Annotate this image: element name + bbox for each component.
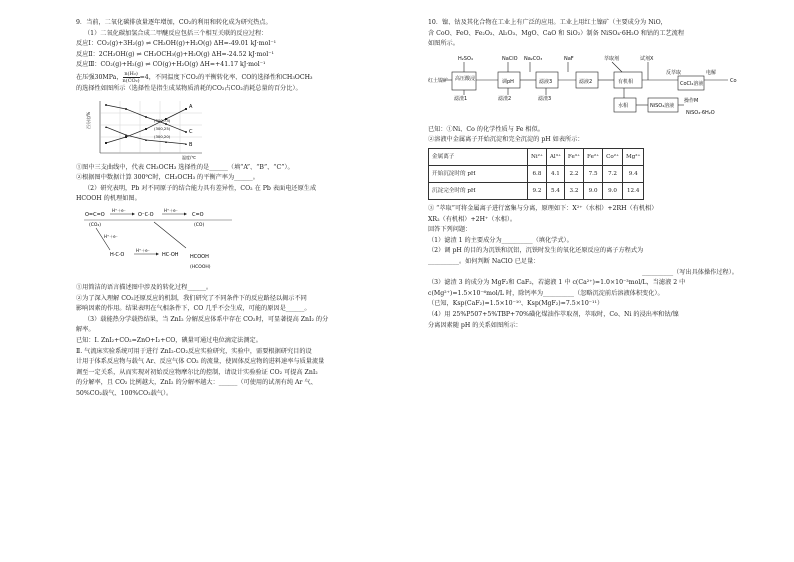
flow-filtrate-2: 滤液2 [579,78,593,85]
q9-ii-3: 调至一定关系，从而实现对初始反应物摩尔比的控制，请设计实验验证 CO₂ 可提高 ZnI₂ [76,368,318,376]
ratio-fraction [123,71,140,84]
q9-sub-a: ①图中三支曲线中，代表 CH₃OCH₃ 选择性的是______（填“A”、“B”、“C”）。 [76,163,294,171]
q10-heading-3: 如图所示。 [428,40,459,48]
flow-product: NiSO₄·6H₂O [686,109,715,116]
q10-sub-2c: __________（写出具体操作过程）。 [642,268,738,276]
mechanism-diagram [82,206,242,282]
flow-co: Co [730,77,737,84]
curve-label-a: A [189,103,193,110]
reaction-1: 反应Ⅰ：CO₂(g)+3H₂(g) ⇌ CH₃OH(g)+H₂O(g) ΔH=-49.01 kJ·mol⁻¹ [76,40,277,48]
table-cell: 7.2 [603,165,623,182]
product-hcooh-glyph: HCOOH [190,253,209,260]
arrow-branch-down [96,228,110,250]
table-cell: 开始沉淀时的 pH [429,165,528,182]
product-hcooh-label: (HCOOH) [190,264,211,270]
table-header-cell: Co²⁺ [603,148,623,165]
condition-pre: 在压强30MPa， [76,73,123,81]
step-label-4: H⁺＋e⁻ [136,247,150,253]
table-cell: 9.0 [603,182,623,199]
flow-residue-1: 滤渣1 [454,95,468,102]
flow-back-extract: 反萃取 [666,69,682,76]
q9-ii-5: 50%CO₂载气、100%CO₂载气）。 [76,389,173,397]
arrowhead-2 [184,212,187,215]
table-header-cell: Ni²⁺ [528,148,547,165]
flow-ore: 红土镍矿 [428,77,449,84]
condition-post: =4，不同温度下CO₂的平衡转化率、CO的选择性和CH₃OCH₃ [139,73,313,81]
q9-heading: 9．当前，二氧化碳排放量逐年增加，CO₂的利用和转化成为研究热点。 [76,19,272,26]
table-cell: 5.4 [546,182,564,199]
reaction-2: 反应Ⅱ：2CH₃OH(g) ⇌ CH₃OCH₃(g)+H₂O(g) ΔH=-24.52 kJ·mol⁻¹ [76,50,274,58]
table-header-cell: Mg²⁺ [622,148,644,165]
step-label-1: H⁺＋e⁻ [112,207,126,213]
flow-ph: 调pH [502,78,514,85]
table-header-cell: Fe²⁺ [584,148,603,165]
q10-sub-2b: __________。如何判断 NaClO 已足量： [428,257,540,265]
q10-sub-4b: 分离因素随 pH 的关系如图所示： [428,321,522,329]
table-cell: 沉淀完全时的 pH [429,182,528,199]
curve-label-b: B [189,141,193,148]
flow-residue-2: 滤渣2 [498,95,512,102]
flow-extractant: 萃取剂 [604,55,620,62]
intermediate-3: HC·OH [162,251,179,258]
arrowhead-1 [132,212,135,215]
arrowhead-4 [156,252,159,255]
q10-heading-1: 10．镍、钴及其化合物在工业上有广泛的应用。工业上用红土镍矿（主要成分为 NiO， [428,19,667,26]
ratio-numerator: n(H₂) [124,70,138,77]
curve-a [106,109,186,143]
q9-ii-2: 计用于体系反应物与载气 Ar、反应气体 CO₂ 的流量，使固体反应物的进料速率与质量流量 [76,358,325,366]
q10-known-3b: XR₂（有机相）+2H⁺（水相）。 [428,215,517,223]
flow-electrolysis: 电解 [706,69,717,76]
table-cell: 2.2 [564,165,583,182]
q10-sub-3b: c(Mg²⁺)=1.5×10⁻⁶mol/L 时，除钙率为__________（忽略沉淀前后溶液体积变化）。 [428,289,664,297]
product-co-glyph: C=O [192,211,204,218]
q9-ii-4: 的分解率，且 CO₂ 比例越大，ZnI₂ 的分解率越大：______（可使用的试剂有纯 Ar 气、 [76,379,317,387]
q10-sub-1: （1）滤渣 1 的主要成分为__________（填化学式）。 [428,236,573,244]
q9-ii-1: Ⅱ. 气流床实验系统可用于进行 ZnI₂-CO₂反应实验研究，实验中，需要根据研究目的设 [76,347,312,355]
process-flow-diagram [428,52,744,122]
selectivity-chart [86,97,206,161]
q9-part3-a: （3）载能热分学载热结果，当 ZnI₂ 分解反应体系中存在 CO₂时，可显著提高 ZnI₂ 的分 [84,315,329,323]
q10-known-3: ③ “萃取”可将金属离子进行富集与分离，原理如下：X²⁺（水相）+2RH（有机相） [428,204,658,212]
co2-molecule: O=C=O [85,211,105,218]
table-row [429,165,644,182]
table-cell: 7.5 [584,165,603,182]
q10-known-1: 已知：①Ni、Co 的化学性质与 Fe 相似。 [428,125,544,133]
point-label-1: (300,73) [154,117,171,123]
q9-part3-b: 解率。 [76,326,95,334]
table-header-row [429,148,644,165]
q10-sub-2: （2）调 pH 的目的为沉铁和沉铝，沉铁时发生的氧化还原反应的离子方程式为 [428,247,644,255]
table-cell: 3.2 [564,182,583,199]
chart-markers [105,104,187,145]
point-label-2: (300,25) [154,125,171,131]
left-column [76,18,384,399]
intermediate-2: H·C·O [110,251,125,258]
q9-part2-b: HCOOH 的机理如图。 [76,195,141,203]
point-label-3: (300,20) [154,133,171,139]
flow-organic: 有机相 [618,78,634,85]
q10-heading-2: 含 CoO、FeO、Fe₂O₃、Al₂O₃、MgO、CaO 和 SiO₂）制备 NiSO₄·6H₂O 和钴的工艺流程 [428,29,685,37]
arrow-cross [154,222,186,248]
q10-sub-3a: （3）滤渣 3 的成分为 MgF₂和 CaF₂，若滤液 1 中 c(Ca²⁺)=1.0×10⁻³mol/L，当滤液 2 中 [428,279,686,287]
table-cell: 4.1 [546,165,564,182]
flow-na2co3: Na₂CO₃ [524,55,543,62]
flow-operation-m: 操作M [684,97,699,104]
reaction-3: 反应Ⅲ：CO₂(g)+H₂(g) ⇌ CO(g)+H₂O(g) ΔH=+41.17 kJ·mol⁻¹ [76,61,266,69]
flow-cocl2: CoCl₂溶液 [680,80,704,87]
q10-sub-3c: （已知，Ksp(CaF₂)=1.5×10⁻¹⁰、Ksp(MgF₂)=7.5×10⁻¹¹） [428,300,604,308]
q9-known: 已知：Ⅰ. ZnI₂+CO₂=ZnO+I₂+CO，碘量可通过电位滴定法测定。 [76,336,262,344]
table-header-cell: Al³⁺ [546,148,564,165]
flow-niso4-solution: NiSO₄溶液 [650,102,675,109]
flow-naf: NaF [564,55,574,62]
q9-sub-c: ①用简洁的语言描述图中涉及的转化过程______。 [76,283,213,291]
product-co-label: (CO) [194,222,205,228]
q9-sub-d-1: ②为了深入理解 CO₂还原反应的机制，我们研究了不同条件下的反应路径以揭示不同 [76,294,307,302]
chart-ylabel: 百分比/% [86,111,91,129]
q9-sub-b: ②根据图中数据计算 300℃时，CH₃OCH₃ 的平衡产率为______。 [76,174,259,182]
flow-leach: 高压酸浸 [455,75,476,82]
ion-ph-table [428,148,644,200]
flow-filtrate-3: 滤液3 [539,78,553,85]
q10-answer-intro: 回答下列问题： [428,226,472,234]
q10-sub-4a: （4）用 25%P507+5%TBP+70%磺化煤油作萃取剂，萃取时，Co、Ni 的浸出率和钴/镍 [428,310,679,318]
flow-naclo: NaClO [502,55,518,62]
q9-part2: （2）研究表明，Pb 对不同原子的结合能力具有差异性，CO₂ 在 Pb 表面电还原生成 [84,184,317,192]
condition-line [76,71,384,84]
condition-line-2: 的选择性如图所示（选择性是指生成某物质消耗的CO₂占CO₂消耗总量的百分比）。 [76,84,302,92]
table-cell: 9.2 [528,182,547,199]
right-column [428,18,738,331]
table-cell: 12.4 [622,182,644,199]
q10-known-2: ②溶液中金属离子开始沉淀和完全沉淀的 pH 如表所示： [428,136,584,144]
curve-c [106,105,186,132]
table-cell: 6.8 [528,165,547,182]
table-cell: 9.0 [584,182,603,199]
q9-part1-intro: （1）二氧化碳加氢合成二甲醚反应包括三个相互关联的反应过程： [84,29,268,37]
flow-reagent-x: 试剂X [640,55,654,62]
intermediate-1: O⁻C·O [138,211,154,218]
step-label-3: H⁺＋e⁻ [104,233,118,239]
co2-label: (CO₂) [89,222,101,228]
step-label-2: H⁺＋e⁻ [164,207,178,213]
flow-residue-3: 滤渣3 [538,95,552,102]
table-header-cell: 金属离子 [429,148,528,165]
flow-h2so4: H₂SO₄ [458,55,473,62]
table-cell: 9.4 [622,165,644,182]
ratio-denominator: n(CO₂) [122,77,140,84]
q9-sub-d-2: 影响因素的作用。结果表明在气相条件下，CO 几乎不会生成，可能的原因是______。 [76,305,311,313]
table-header-cell: Fe³⁺ [564,148,583,165]
chart-xlabel: 温度/℃ [182,154,196,160]
curve-label-c: C [189,128,193,135]
flow-water: 水相 [618,102,629,109]
table-row [429,182,644,199]
